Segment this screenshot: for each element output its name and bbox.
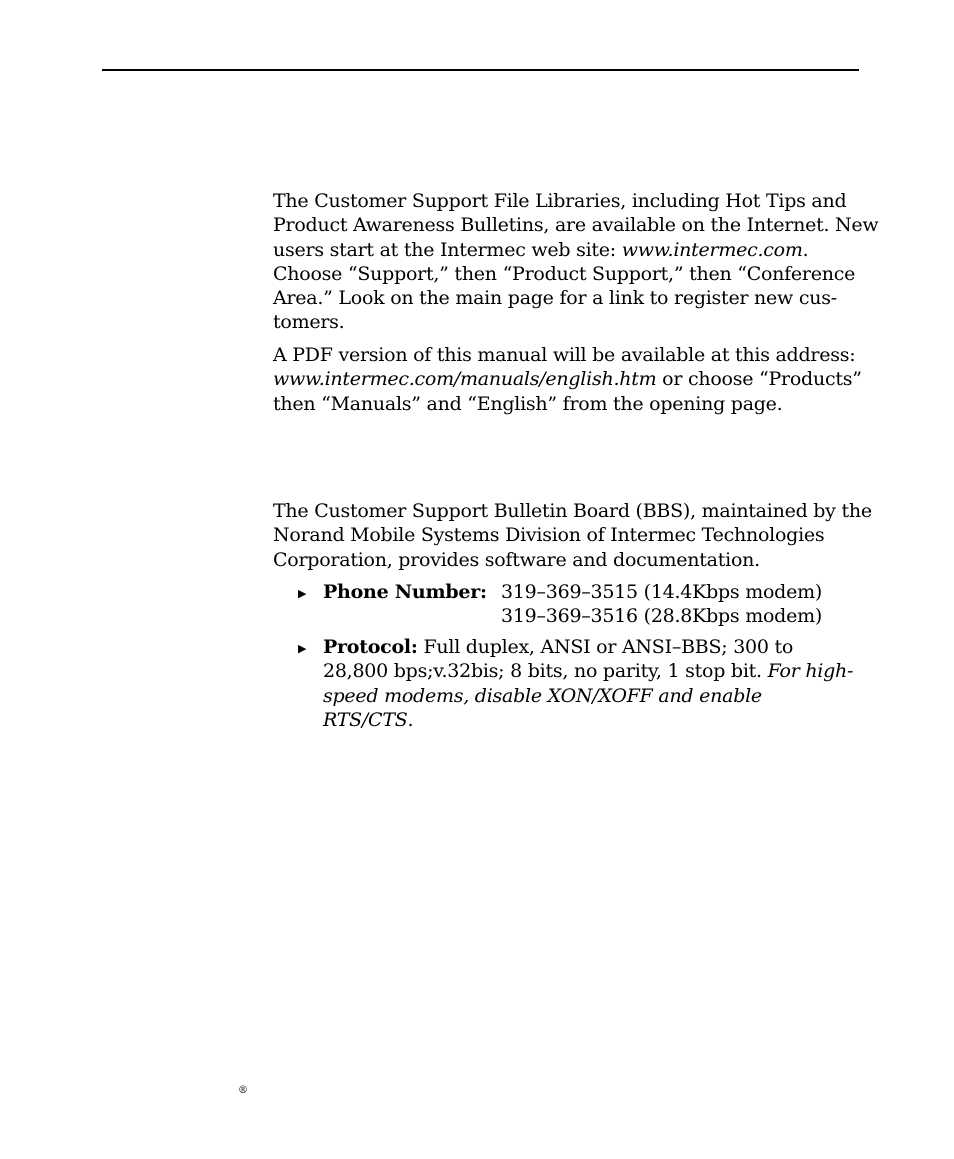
registered-trademark-icon: ® [238,1085,248,1096]
phone-number-label: Phone Number: [323,581,487,603]
phone-number-1: 319–369–3515 (14.4Kbps modem) [501,581,822,603]
file-libraries-text: The Customer Support File Libraries, including Hot Tips and Product Awareness Bulletins, are available on the Internet. New users start at the Intermec web site: [273,190,879,261]
protocol-italic-note: For high-speed modems, disable XON/XOFF and enable RTS/CTS [323,660,854,731]
file-libraries-text-cont: . Choose “Support,” then “Product Support,” then “Conference Area.” Look on the main page for a link to register new cus-tomers. [273,238,856,334]
phone-number-bullet [298,580,858,629]
intermec-website-link[interactable]: www.intermec.com [621,238,803,261]
protocol-text: Full duplex, ANSI or ANSI–BBS; 300 to 28,800 bps;v.32bis; 8 bits, no parity, 1 stop bit. [323,636,794,683]
header-rule [102,69,859,71]
file-libraries-paragraph [273,189,883,335]
bbs-text: The Customer Support Bulletin Board (BBS), maintained by the Norand Mobile Systems Division of Intermec Technologies Corporation, provides software and documentation. [273,500,872,571]
protocol-end: . [407,708,414,731]
protocol-label: Protocol: [323,636,418,658]
triangle-bullet-icon: ▶ [298,642,307,655]
protocol-bullet [298,635,858,732]
pdf-manual-paragraph [273,343,883,416]
pdf-manual-text: A PDF version of this manual will be available at this address: [273,344,856,366]
triangle-bullet-icon: ▶ [298,587,307,600]
pdf-manual-text-cont: or choose “Products” then “Manuals” and “English” from the opening page. [273,368,862,415]
bbs-paragraph [273,499,883,572]
phone-number-2: 319–369–3516 (28.8Kbps modem) [501,605,822,628]
manuals-url-link[interactable]: www.intermec.com/manuals/english.htm [273,368,657,391]
